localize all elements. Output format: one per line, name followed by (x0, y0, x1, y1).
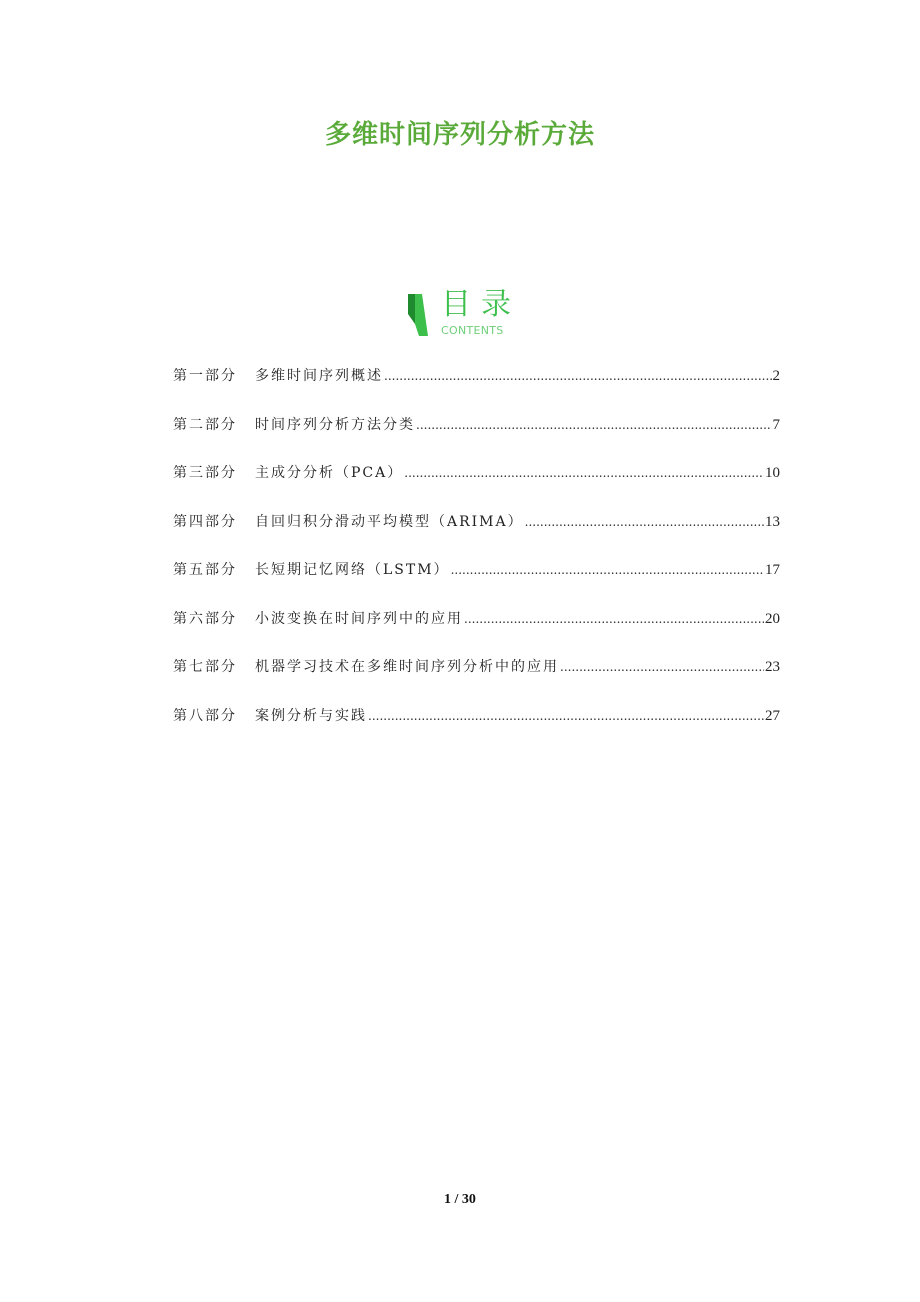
toc-leader-dots (384, 366, 772, 386)
toc-part-label: 第一部分 (173, 368, 237, 384)
toc-entry-5[interactable] (173, 560, 780, 609)
toc-leader-dots (404, 463, 764, 483)
toc-part-label: 第二部分 (173, 416, 237, 433)
toc-part-label: 第七部分 (173, 659, 237, 675)
toc-page-number: 20 (765, 610, 780, 627)
toc-entry-title: 机器学习技术在多维时间序列分析中的应用 (255, 659, 559, 675)
toc-entry-title: 多维时间序列概述 (255, 368, 383, 384)
document-title: 多维时间序列分析方法 (324, 120, 595, 150)
toc-part-label: 第八部分 (173, 707, 237, 724)
toc-entry-title: 小波变换在时间序列中的应用 (255, 610, 463, 627)
table-of-contents (173, 366, 780, 754)
toc-entry-6[interactable] (173, 609, 780, 658)
toc-entry-4[interactable] (173, 512, 780, 561)
toc-part-label: 第四部分 (173, 513, 237, 530)
toc-entry-7[interactable] (173, 657, 780, 706)
toc-subheading: CONTENTS (441, 324, 504, 337)
toc-page-number: 2 (772, 368, 780, 384)
toc-leader-dots (416, 415, 772, 435)
toc-leader-dots (560, 657, 764, 677)
toc-page-number: 10 (765, 465, 780, 481)
toc-entry-1[interactable] (173, 366, 780, 415)
toc-entry-8[interactable] (173, 706, 780, 755)
toc-entry-title: 案例分析与实践 (255, 707, 367, 724)
toc-leader-dots (525, 512, 764, 532)
toc-leader-dots (464, 609, 764, 629)
toc-entry-title: 自回归积分滑动平均模型（ARIMA） (255, 513, 524, 530)
toc-heading: 目录 (441, 287, 521, 322)
toc-entry-title: 主成分分析（PCA） (255, 465, 404, 481)
toc-page-number: 23 (765, 659, 780, 675)
toc-page-number: 27 (765, 707, 780, 724)
toc-page-number: 7 (772, 416, 780, 433)
toc-part-label: 第六部分 (173, 610, 237, 627)
toc-part-label: 第五部分 (173, 562, 237, 578)
toc-leader-dots (368, 706, 764, 726)
toc-leader-dots (451, 560, 764, 580)
toc-page-number: 17 (765, 562, 780, 578)
toc-part-label: 第三部分 (173, 465, 237, 481)
toc-page-number: 13 (765, 513, 780, 530)
toc-entry-title: 长短期记忆网络（LSTM） (255, 562, 450, 578)
page-indicator: 1 / 30 (444, 1192, 476, 1207)
toc-entry-3[interactable] (173, 463, 780, 512)
toc-entry-title: 时间序列分析方法分类 (255, 416, 415, 433)
contents-logo-icon (406, 294, 432, 336)
toc-entry-2[interactable] (173, 415, 780, 464)
toc-header (406, 287, 526, 340)
